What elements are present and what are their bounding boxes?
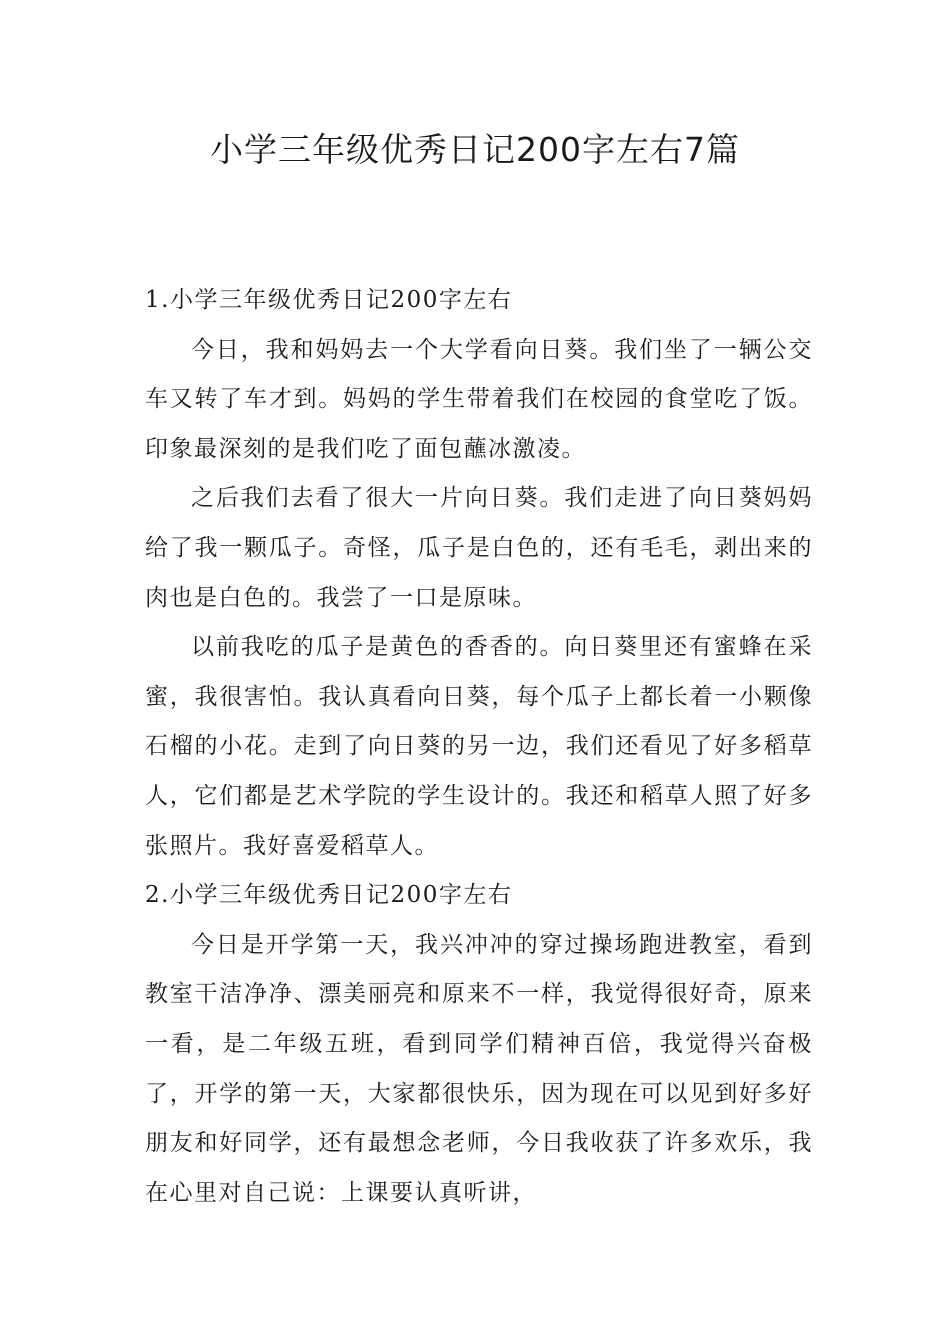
- paragraph: 今日是开学第一天，我兴冲冲的穿过操场跑进教室，看到教室干洁净净、漂美丽亮和原来不一样，我觉得很好奇，原来一看，是二年级五班，看到同学们精神百倍，我觉得兴奋极了，开学的第一天，大家都很快乐，因为现在可以见到好多好朋友和好同学，还有最想念老师，今日我收获了许多欢乐，我在心里对自己说：上课要认真听讲，: [145, 931, 813, 1206]
- section-heading: 1.小学三年级优秀日记200字左右: [145, 287, 513, 313]
- paragraph: 今日，我和妈妈去一个大学看向日葵。我们坐了一辆公交车又转了车才到。妈妈的学生带着我们在校园的食堂吃了饭。印象最深刻的是我们吃了面包蘸冰激凌。: [145, 336, 813, 462]
- paragraph: 以前我吃的瓜子是黄色的香香的。向日葵里还有蜜蜂在采蜜，我很害怕。我认真看向日葵，每个瓜子上都长着一小颗像石榴的小花。走到了向日葵的另一边，我们还看见了好多稻草人，它们都是艺术学院的学生设计的。我还和稻草人照了好多张照片。我好喜爱稻草人。: [145, 634, 813, 859]
- diary-section-2: [145, 871, 813, 1218]
- diary-section-1: [145, 276, 813, 871]
- section-heading: 2.小学三年级优秀日记200字左右: [145, 882, 513, 909]
- document-body: [145, 276, 813, 1218]
- document-title: 小学三年级优秀日记200字左右7篇: [210, 130, 740, 169]
- paragraph: 之后我们去看了很大一片向日葵。我们走进了向日葵妈妈给了我一颗瓜子。奇怪，瓜子是白色的，还有毛毛，剥出来的肉也是白色的。我尝了一口是原味。: [145, 485, 813, 611]
